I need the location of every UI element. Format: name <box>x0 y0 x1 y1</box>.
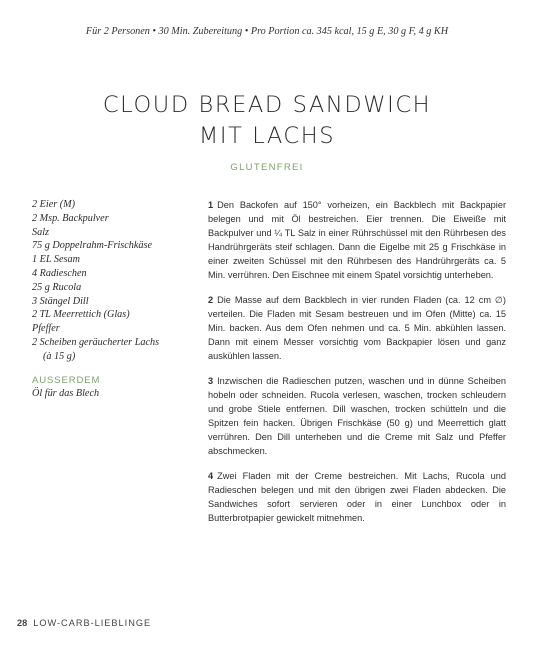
step-number: 2 <box>208 295 214 305</box>
step-4 <box>208 469 506 525</box>
step-text: Die Masse auf dem Backblech in vier runden Fladen (ca. 12 cm ∅) verteilen. Die Fladen mit Sesam bestreuen und im Ofen (Mitte) ca. 15 Min. backen. Aus dem Ofen nehmen und ca. 5 Min. abkühlen lassen. Dann mit einem Messer vorsichtig vom Backpapier lösen und ganz auskühlen lassen. <box>208 295 506 361</box>
step-number: 4 <box>208 471 214 481</box>
ingredient-item: 1 EL Sesam <box>32 254 80 266</box>
preparation-steps <box>208 198 506 536</box>
ingredient-item: Öl für das Blech <box>32 388 100 400</box>
ingredient-item: 2 Msp. Backpulver <box>32 212 109 224</box>
page-number: 28 <box>17 618 28 628</box>
recipe-title-line-1: CLOUD BREAD SANDWICH <box>102 92 432 118</box>
step-text: Den Backofen auf 150° vorheizen, ein Backblech mit Backpapier belegen und mit Öl bestreichen. Eier trennen. Die Eiweiße mit Backpulver und ¼ TL Salz in einer Rührschüssel mit den Rührbesen des Handrührgeräts steif schlagen. Dann die Eigelbe mit 25 g Frischkäse in einer zweiten Schüssel mit den Rührbesen des Handrührgeräts ca. 5 Min. verrühren. Den Eischnee mit einem Spatel vorsichtig unterheben. <box>208 200 506 280</box>
ingredient-item: 3 Stängel Dill <box>32 295 89 307</box>
step-text: Inzwischen die Radieschen putzen, waschen und in dünne Scheiben hobeln oder schneiden. Rucola verlesen, waschen, trocken schleudern und grobe Stiele entfernen. Dill waschen, trocken schütteln und die Spitzen fein hacken. Übrigen Frischkäse (50 g) und Meerrettich glatt verrühren. Den Dill unterheben und die Creme mit Salz und Pfeffer abschmecken. <box>208 376 506 456</box>
section-name: LOW-CARB-LIEBLINGE <box>33 618 152 628</box>
step-number: 3 <box>208 376 214 386</box>
recipe-meta-line: Für 2 Personen • 30 Min. Zubereitung • Pro Portion ca. 345 kcal, 15 g E, 30 g F, 4 g KH <box>85 26 449 37</box>
ingredient-item: 2 TL Meerrettich (Glas) <box>32 309 130 321</box>
recipe-tag-glutenfree: GLUTENFREI <box>230 162 304 173</box>
ingredient-item: 2 Eier (M) <box>32 199 75 210</box>
ingredient-item: 2 Scheiben geräucherter Lachs <box>32 336 160 348</box>
step-number: 1 <box>208 200 214 210</box>
recipe-title-line-2: MIT LACHS <box>198 123 336 149</box>
ingredient-item: 75 g Doppelrahm-Frischkäse <box>32 240 152 252</box>
ingredient-item: 25 g Rucola <box>32 281 82 293</box>
step-3 <box>208 374 506 458</box>
step-1 <box>208 198 506 282</box>
step-2 <box>208 293 506 363</box>
recipe-title <box>0 90 534 152</box>
ingredient-item: Salz <box>32 226 49 238</box>
ingredients-list <box>32 198 192 401</box>
ingredients-extra-heading: AUSSERDEM <box>32 374 101 386</box>
ingredient-item: 4 Radieschen <box>32 267 87 279</box>
page-footer <box>17 618 151 628</box>
ingredient-item-continuation: (à 15 g) <box>43 350 76 362</box>
step-text: Zwei Fladen mit der Creme bestreichen. Mit Lachs, Rucola und Radieschen belegen und mit den übrigen zwei Fladen abdecken. Die Sandwiches sofort servieren oder in einer Lunchbox oder in Butterbrotpapier gewickelt mitnehmen. <box>208 471 506 523</box>
ingredient-item: Pfeffer <box>32 323 60 335</box>
